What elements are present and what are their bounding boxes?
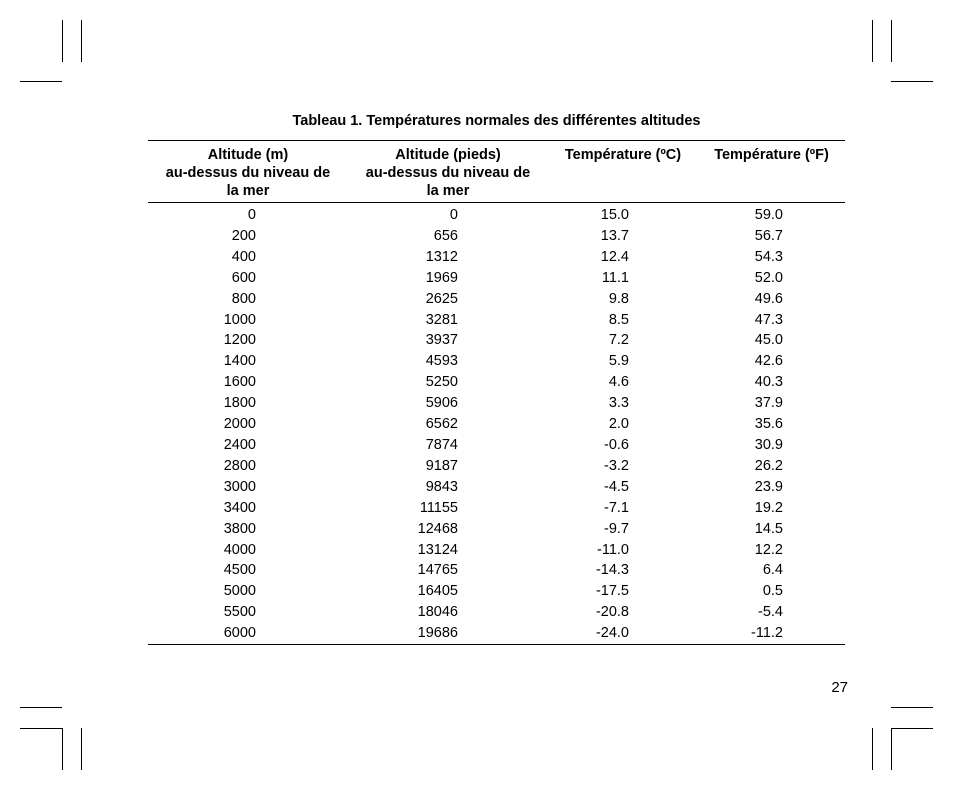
- cell-temp-f: -11.2: [698, 623, 845, 644]
- cell-altitude-m: 1400: [223, 353, 256, 370]
- table-caption: Tableau 1. Températures normales des différentes altitudes: [292, 113, 701, 129]
- cell-altitude-m: 1600: [223, 374, 256, 391]
- cell-temp-f: 23.9: [754, 478, 783, 495]
- cell-altitude-m: 5000: [223, 583, 256, 600]
- cell-altitude-m: 200: [231, 227, 256, 244]
- cell-temp-c: 9.8: [608, 290, 629, 307]
- crop-mark: [891, 728, 933, 729]
- table-row: [148, 435, 845, 456]
- cell-temp-f: 0.5: [762, 583, 783, 600]
- cell-altitude-m: 5500: [223, 604, 256, 621]
- header-line: Altitude (m): [207, 147, 289, 163]
- table-row: [148, 203, 845, 226]
- crop-mark: [872, 20, 873, 62]
- cell-temp-f: 30.9: [754, 436, 783, 453]
- crop-mark: [20, 728, 62, 729]
- cell-temp-c: -7.1: [604, 499, 629, 516]
- cell-altitude-ft: 656: [433, 227, 458, 244]
- cell-altitude-ft: 18046: [417, 604, 458, 621]
- header-line: Température (ºF): [714, 147, 829, 163]
- table-row: [148, 226, 845, 247]
- cell-altitude-ft: 5906: [425, 395, 458, 412]
- header-line: au-dessus du niveau de: [365, 165, 531, 181]
- crop-mark: [62, 728, 63, 770]
- cell-altitude-ft: 3281: [425, 311, 458, 328]
- table-row: [148, 581, 845, 602]
- cell-altitude-m: 800: [231, 290, 256, 307]
- header-line: au-dessus du niveau de: [165, 165, 331, 181]
- cell-altitude-ft: 14765: [417, 562, 458, 579]
- crop-mark: [891, 707, 933, 708]
- crop-mark: [20, 81, 62, 82]
- cell-temp-c: 12.4: [600, 248, 629, 265]
- cell-temp-c: 13.7: [600, 227, 629, 244]
- cell-temp-c: 15.0: [600, 207, 629, 223]
- cell-temp-f: 37.9: [754, 395, 783, 412]
- header-temp-f: [698, 141, 845, 203]
- cell-altitude-ft: 7874: [425, 436, 458, 453]
- cell-temp-c: -14.3: [595, 562, 629, 579]
- table-row: [148, 414, 845, 435]
- table-row: [148, 247, 845, 268]
- cell-altitude-m: 2000: [223, 416, 256, 433]
- cell-altitude-m: 600: [231, 269, 256, 286]
- cell-temp-f: 52.0: [754, 269, 783, 286]
- cell-altitude-ft: 3937: [425, 332, 458, 349]
- cell-temp-f: 59.0: [754, 207, 783, 223]
- cell-altitude-m: 3000: [223, 478, 256, 495]
- cell-altitude-m: 0: [247, 207, 256, 223]
- cell-temp-c: -4.5: [604, 478, 629, 495]
- cell-temp-f: 54.3: [754, 248, 783, 265]
- crop-mark: [62, 20, 63, 62]
- cell-temp-f: 56.7: [754, 227, 783, 244]
- cell-altitude-m: 4000: [223, 541, 256, 558]
- table-row: [148, 477, 845, 498]
- cell-altitude-m: 6000: [148, 623, 348, 644]
- table-row: [148, 310, 845, 331]
- table-row: [148, 498, 845, 519]
- cell-altitude-m: 2400: [223, 436, 256, 453]
- cell-temp-f: -5.4: [758, 604, 783, 621]
- crop-mark: [20, 707, 62, 708]
- header-line: Température (ºC): [564, 147, 682, 163]
- table-row: [148, 519, 845, 540]
- table-body: [148, 203, 845, 645]
- crop-mark: [891, 81, 933, 82]
- cell-altitude-ft: 1312: [425, 248, 458, 265]
- cell-temp-c: 7.2: [608, 332, 629, 349]
- cell-temp-f: 26.2: [754, 457, 783, 474]
- page-number: 27: [831, 679, 848, 696]
- table-row: [148, 623, 845, 644]
- altitude-temperature-table: [148, 140, 845, 645]
- cell-altitude-ft: 4593: [425, 353, 458, 370]
- cell-temp-c: 8.5: [608, 311, 629, 328]
- header-altitude-m: [148, 141, 348, 203]
- cell-altitude-ft: 6562: [425, 416, 458, 433]
- table-header-row: [148, 141, 845, 203]
- cell-temp-c: -9.7: [604, 520, 629, 537]
- header-line: la mer: [226, 183, 270, 199]
- cell-altitude-ft: 0: [449, 207, 458, 223]
- table-row: [148, 560, 845, 581]
- cell-altitude-m: 4500: [223, 562, 256, 579]
- cell-altitude-m: 1000: [223, 311, 256, 328]
- cell-temp-c: -24.0: [548, 623, 698, 644]
- crop-mark: [81, 20, 82, 62]
- cell-altitude-ft: 9843: [425, 478, 458, 495]
- header-line: la mer: [426, 183, 470, 199]
- crop-mark: [891, 20, 892, 62]
- cell-altitude-ft: 9187: [425, 457, 458, 474]
- cell-temp-c: -0.6: [604, 436, 629, 453]
- cell-temp-f: 47.3: [754, 311, 783, 328]
- table-row: [148, 268, 845, 289]
- cell-altitude-ft: 1969: [425, 269, 458, 286]
- cell-temp-f: 35.6: [754, 416, 783, 433]
- cell-temp-f: 45.0: [754, 332, 783, 349]
- header-altitude-ft: [348, 141, 548, 203]
- cell-altitude-ft: 11155: [419, 499, 458, 516]
- cell-altitude-ft: 19686: [348, 623, 548, 644]
- table-row: [148, 351, 845, 372]
- cell-altitude-ft: 13124: [417, 541, 458, 558]
- cell-altitude-ft: 16405: [417, 583, 458, 600]
- cell-temp-c: 2.0: [608, 416, 629, 433]
- table-row: [148, 602, 845, 623]
- cell-temp-f: 6.4: [762, 562, 783, 579]
- cell-altitude-m: 2800: [223, 457, 256, 474]
- cell-altitude-m: 400: [231, 248, 256, 265]
- crop-mark: [891, 728, 892, 770]
- cell-altitude-ft: 5250: [425, 374, 458, 391]
- cell-temp-f: 19.2: [754, 499, 783, 516]
- cell-temp-c: -20.8: [595, 604, 629, 621]
- cell-temp-f: 40.3: [754, 374, 783, 391]
- header-temp-c: [548, 141, 698, 203]
- cell-temp-c: -3.2: [604, 457, 629, 474]
- crop-mark: [81, 728, 82, 770]
- table-row: [148, 372, 845, 393]
- table-row: [148, 330, 845, 351]
- cell-temp-f: 12.2: [754, 541, 783, 558]
- cell-altitude-m: 1800: [223, 395, 256, 412]
- cell-temp-c: 5.9: [608, 353, 629, 370]
- cell-altitude-m: 3800: [223, 520, 256, 537]
- cell-temp-f: 14.5: [754, 520, 783, 537]
- cell-temp-c: -17.5: [595, 583, 629, 600]
- cell-temp-c: -11.0: [597, 541, 629, 558]
- table-row: [148, 540, 845, 561]
- cell-temp-f: 49.6: [754, 290, 783, 307]
- crop-mark: [872, 728, 873, 770]
- table-row: [148, 289, 845, 310]
- cell-temp-c: 11.1: [601, 269, 629, 286]
- cell-temp-c: 3.3: [608, 395, 629, 412]
- table-row: [148, 393, 845, 414]
- cell-altitude-m: 3400: [223, 499, 256, 516]
- header-line: Altitude (pieds): [395, 147, 501, 163]
- cell-altitude-ft: 2625: [425, 290, 458, 307]
- cell-temp-f: 42.6: [754, 353, 783, 370]
- cell-altitude-ft: 12468: [417, 520, 458, 537]
- cell-altitude-m: 1200: [223, 332, 256, 349]
- cell-temp-c: 4.6: [608, 374, 629, 391]
- table-row: [148, 456, 845, 477]
